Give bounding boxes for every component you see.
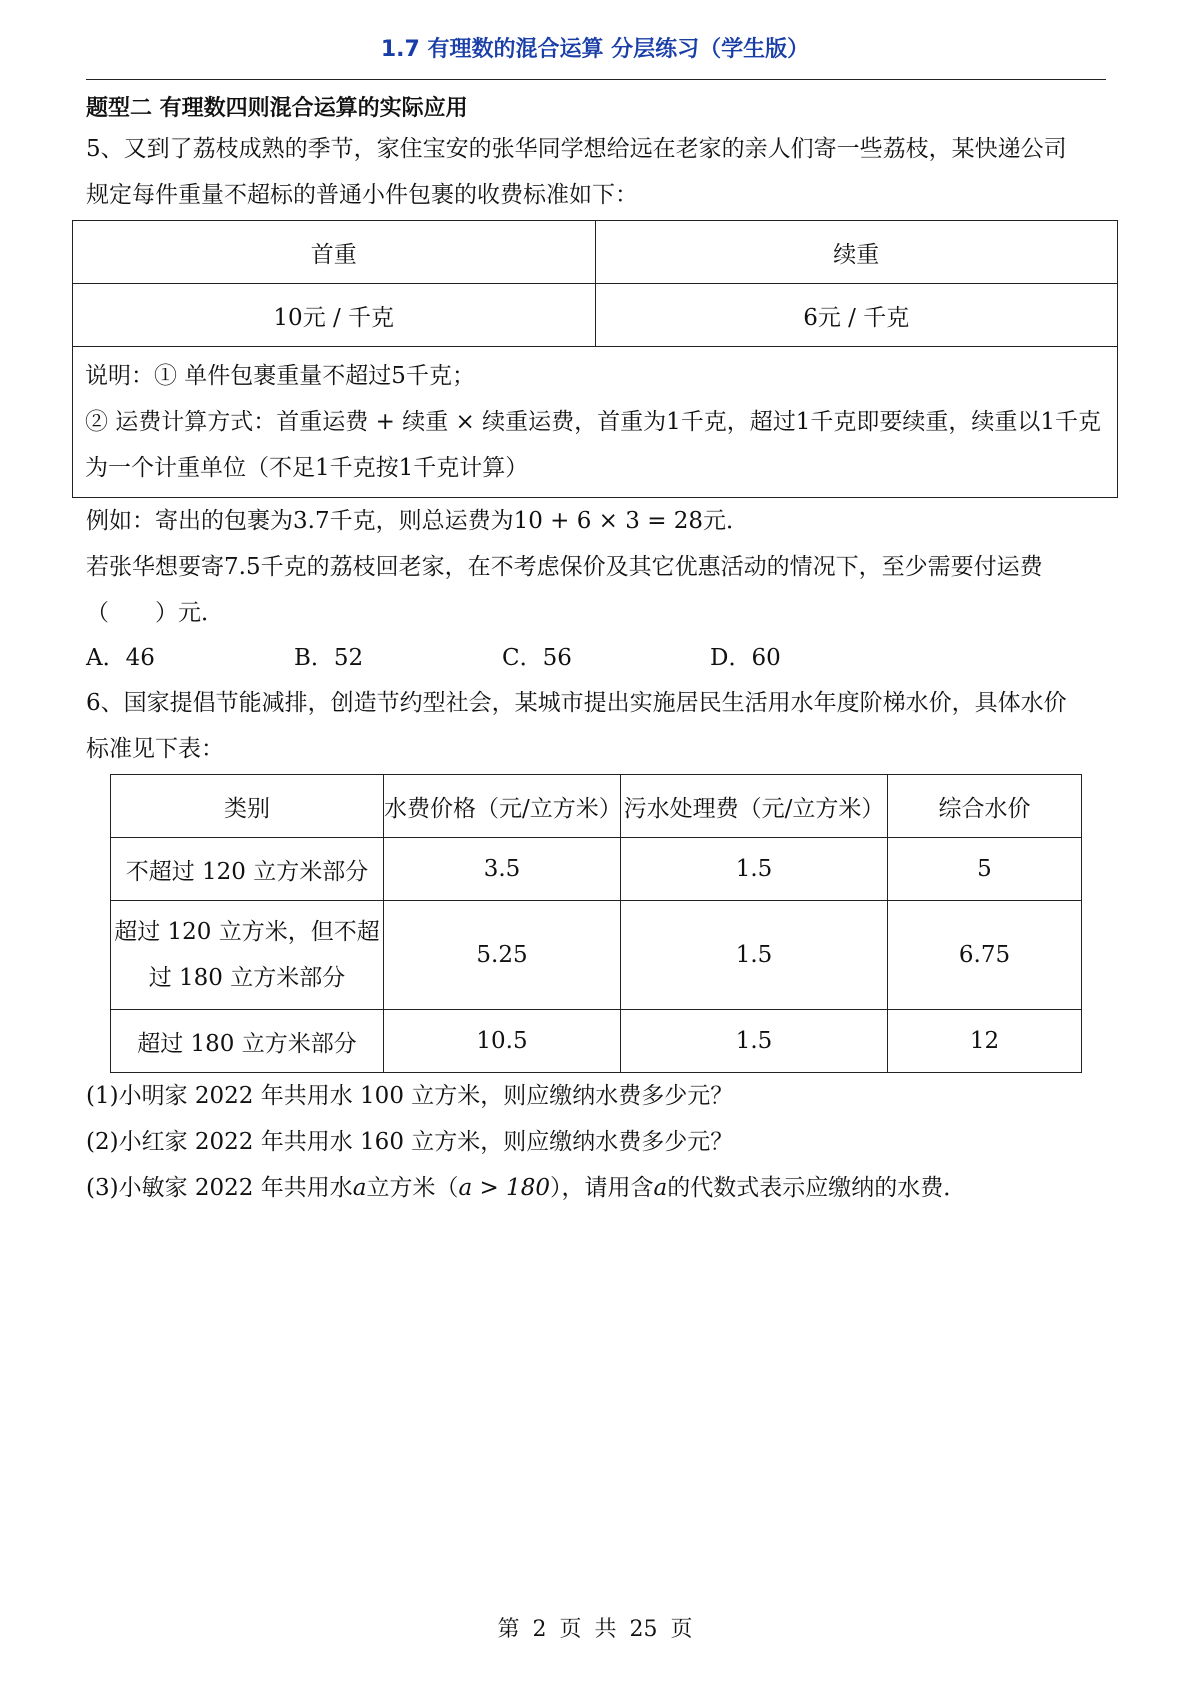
water-price-table [110,774,1082,1073]
table-header-cell: 首重 [73,221,596,284]
variable-a: a [653,1175,668,1201]
q5-example [86,498,1108,544]
choice-c: C．56 [502,645,572,671]
table-cell: 10元 / 千克 [73,284,596,347]
table-header-cell: 类别 [111,775,384,838]
q6-stem [86,680,1108,772]
note-line: 说明：① 单件包裹重量不超过5千克； [85,363,475,389]
document-body [86,92,1108,1211]
choice-a: A．46 [86,645,155,671]
table-row [111,775,1082,838]
price-cell: 10.5 [384,1010,621,1073]
table-header-cell: 续重 [595,221,1118,284]
table-row [111,838,1082,901]
sub3-text: 立方米（ [366,1175,459,1201]
q5-stem [86,126,1108,218]
sewage-cell: 1.5 [621,901,888,1010]
price-cell: 3.5 [384,838,621,901]
section-heading: 题型二 有理数四则混合运算的实际应用 [86,96,468,121]
sewage-cell: 1.5 [621,838,888,901]
category-cell: 超过 180 立方米部分 [111,1010,384,1073]
q5-stem-line: 规定每件重量不超标的普通小件包裹的收费标准如下： [86,182,638,208]
price-cell: 5.25 [384,901,621,1010]
question-line: 若张华想要寄7.5千克的荔枝回老家，在不考虑保价及其它优惠活动的情况下，至少需要付运费 [86,554,1043,580]
table-header-cell: 综合水价 [888,775,1082,838]
table-row [111,1010,1082,1073]
subquestion-1: (1)小明家 2022 年共用水 100 立方米，则应缴纳水费多少元？ [86,1083,734,1109]
choice-d: D．60 [710,645,781,671]
table-row [73,221,1118,284]
q5-question [86,544,1108,636]
example-line: 例如：寄出的包裹为3.7千克，则总运费为10 + 6 × 3 = 28元． [86,508,750,534]
question-line: （ ）元． [86,600,224,626]
sewage-cell: 1.5 [621,1010,888,1073]
subquestion-3 [86,1165,1108,1211]
variable-a: a [352,1175,367,1201]
table-row [111,901,1082,1010]
choice-b: B．52 [294,645,364,671]
shipping-fee-table [72,220,1118,498]
sub3-text: (3)小敏家 2022 年共用水 [86,1175,353,1201]
note-line: ② 运费计算方式：首重运费 + 续重 × 续重运费，首重为1千克，超过1千克即要续重，续重以1千克 [85,409,1101,435]
condition: a > 180 [458,1175,550,1201]
total-cell: 12 [888,1010,1082,1073]
table-note-cell [73,347,1118,498]
header-divider [86,79,1106,80]
q6-stem-line: 标准见下表： [86,736,224,762]
page-number: 第 2 页 共 25 页 [497,1617,693,1642]
total-cell: 5 [888,838,1082,901]
category-cell [111,901,384,1010]
table-row [73,347,1118,498]
category-line: 过 180 立方米部分 [148,965,346,991]
table-header-cell: 水费价格（元/立方米） [384,775,621,838]
note-line: 为一个计重单位（不足1千克按1千克计算） [85,455,529,481]
total-cell: 6.75 [888,901,1082,1010]
sub3-text: 的代数式表示应缴纳的水费． [667,1175,967,1201]
table-cell: 6元 / 千克 [595,284,1118,347]
category-cell: 不超过 120 立方米部分 [111,838,384,901]
table-row [73,284,1118,347]
q6-stem-line: 6、国家提倡节能减排，创造节约型社会，某城市提出实施居民生活用水年度阶梯水价，具体水价 [86,690,1067,716]
q5-stem-line: 5、又到了荔枝成熟的季节，家住宝安的张华同学想给远在老家的亲人们寄一些荔枝，某快递公司 [86,136,1067,162]
table-header-cell: 污水处理费（元/立方米） [621,775,888,838]
q5-choices [86,636,1108,680]
sub3-text: ），请用含 [549,1175,654,1201]
q6-subquestions [86,1073,1108,1211]
subquestion-2: (2)小红家 2022 年共用水 160 立方米，则应缴纳水费多少元？ [86,1129,734,1155]
category-line: 超过 120 立方米，但不超 [114,919,380,945]
page-title: 1.7 有理数的混合运算 分层练习（学生版） [380,37,810,62]
